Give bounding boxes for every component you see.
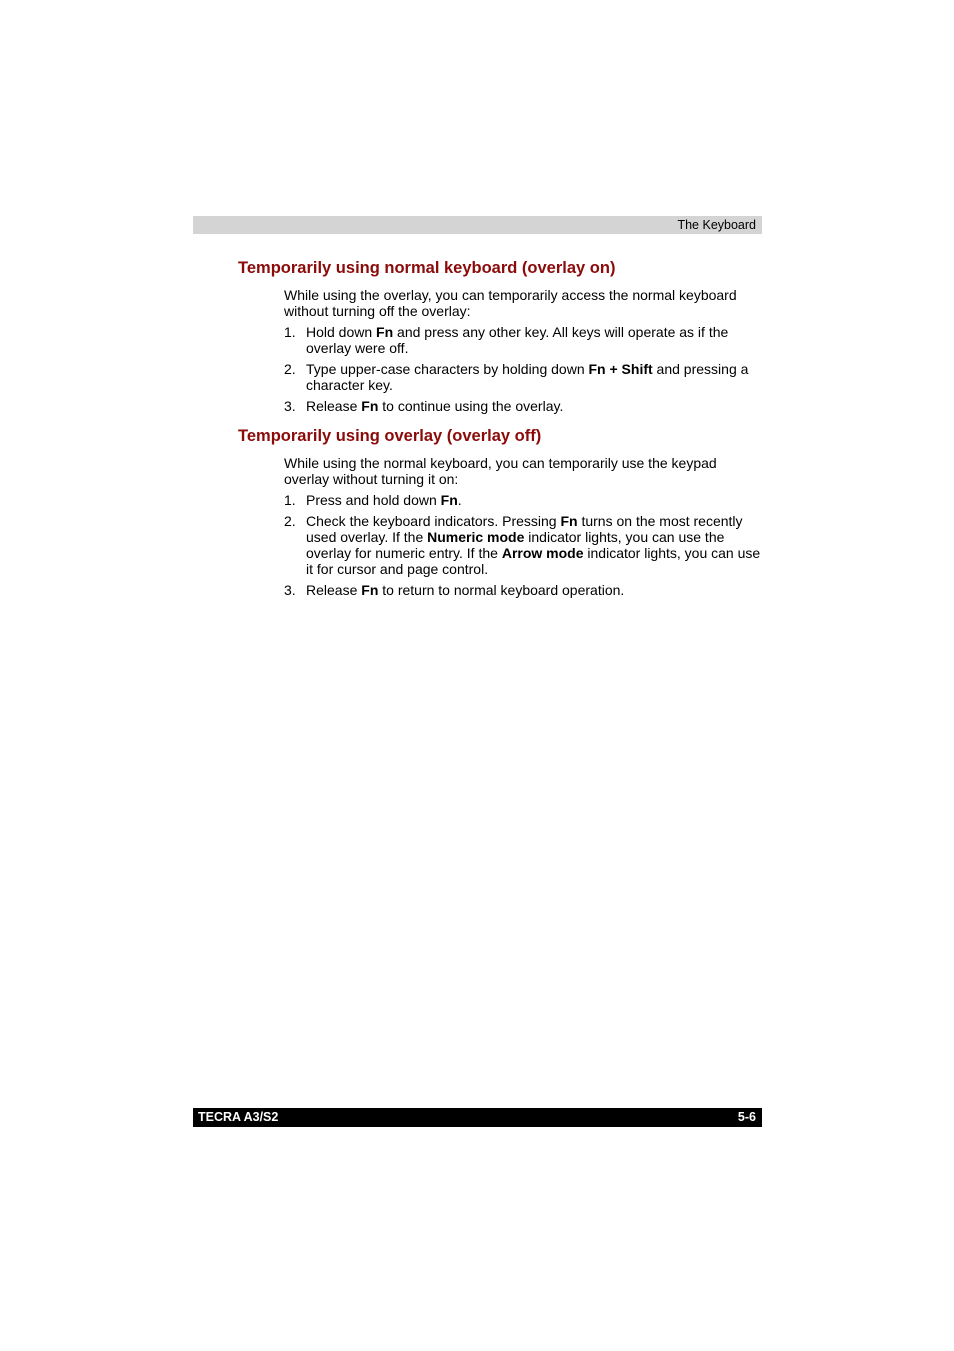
list-item: [284, 398, 762, 414]
list-item: [284, 324, 762, 356]
key-name: Fn: [440, 492, 458, 508]
footer-model: TECRA A3/S2: [198, 1110, 279, 1124]
indicator-name: Arrow mode: [501, 545, 584, 561]
step-text: Hold down: [306, 324, 377, 340]
section-overlay-on: [238, 257, 762, 419]
step-number: 3.: [284, 582, 296, 598]
step-text: Type upper-case characters by holding down: [306, 361, 589, 377]
step-text: to continue using the overlay.: [378, 398, 564, 414]
header-title: The Keyboard: [677, 218, 756, 232]
step-list: [284, 492, 762, 598]
step-text: turns on the most recently used overlay. If the: [306, 513, 743, 545]
step-number: 2.: [284, 513, 296, 529]
step-text: to return to normal keyboard operation.: [378, 582, 625, 598]
step-text: Check the keyboard indicators. Pressing: [306, 513, 561, 529]
running-header: [193, 216, 762, 234]
running-footer: [193, 1108, 762, 1127]
list-item: [284, 582, 762, 598]
key-name: Fn: [560, 513, 578, 529]
section-overlay-off: [238, 425, 762, 603]
step-number: 3.: [284, 398, 296, 414]
step-text: .: [457, 492, 462, 508]
key-name: Fn: [376, 324, 394, 340]
step-list: [284, 324, 762, 414]
step-text: and press any other key. All keys will operate as if the overlay were off.: [306, 324, 729, 356]
section-intro: While using the overlay, you can temporarily access the normal keyboard without turning off the overlay:: [284, 287, 737, 319]
step-text: Press and hold down: [306, 492, 441, 508]
section-heading: Temporarily using overlay (overlay off): [238, 427, 542, 445]
section-heading: Temporarily using normal keyboard (overlay on): [238, 259, 616, 277]
step-text: indicator lights, you can use the overlay for numeric entry. If the: [306, 529, 725, 561]
indicator-name: Numeric mode: [427, 529, 525, 545]
key-name: Fn + Shift: [588, 361, 653, 377]
list-item: [284, 513, 762, 577]
section-intro: While using the normal keyboard, you can temporarily use the keypad overlay without turning it on:: [284, 455, 717, 487]
step-number: 1.: [284, 492, 296, 508]
step-number: 2.: [284, 361, 296, 377]
list-item: [284, 492, 762, 508]
step-text: Release: [306, 582, 362, 598]
step-text: Release: [306, 398, 362, 414]
step-text: and pressing a character key.: [306, 361, 749, 393]
step-number: 1.: [284, 324, 296, 340]
key-name: Fn: [361, 398, 379, 414]
list-item: [284, 361, 762, 393]
step-text: indicator lights, you can use it for cursor and page control.: [306, 545, 761, 577]
page-number: 5-6: [737, 1110, 756, 1124]
key-name: Fn: [361, 582, 379, 598]
